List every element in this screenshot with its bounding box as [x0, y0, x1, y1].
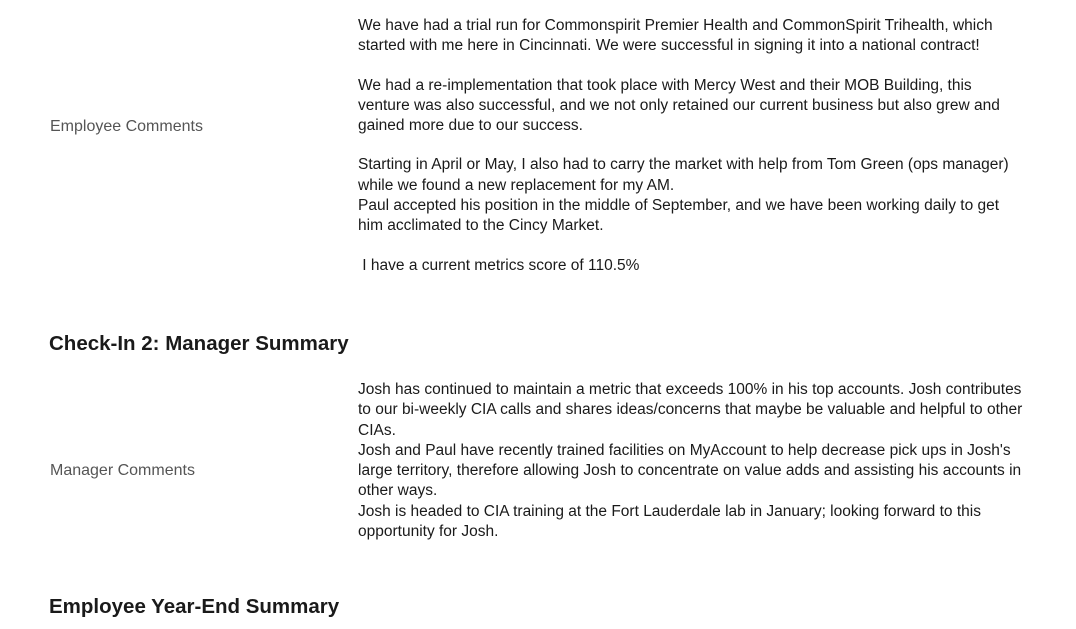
manager-comment-paragraph-2: Josh and Paul have recently trained facilities on MyAccount to help decrease pick ups in Josh's large territory, therefore allowing Josh to concentrate on value adds and assisting his accounts in other ways. [358, 441, 1022, 500]
manager-comments-label: Manager Comments [50, 462, 195, 479]
employee-comment-metrics: I have a current metrics score of 110.5% [358, 256, 640, 274]
employee-comment-paragraph-3: Starting in April or May, I also had to carry the market with help from Tom Green (ops manager) while we found a new replacement for my AM. [358, 156, 1009, 194]
employee-comments-label: Employee Comments [50, 118, 203, 135]
manager-comments-text [358, 380, 1023, 542]
manager-comment-paragraph-1: Josh has continued to maintain a metric that exceeds 100% in his top accounts. Josh contributes to our bi-weekly CIA calls and shares ideas/concerns that maybe be valuable and helpful to other CIAs. [358, 381, 1023, 439]
year-end-heading: Employee Year-End Summary [49, 595, 340, 618]
employee-comment-paragraph-1: We have had a trial run for Commonspirit Premier Health and CommonSpirit Trihealth, which started with me here in Cincinnati. We were successful in signing it into a national contract! [358, 17, 993, 55]
manager-comment-paragraph-3: Josh is headed to CIA training at the Fort Lauderdale lab in January; looking forward to this opportunity for Josh. [358, 502, 981, 541]
employee-comments-text [358, 16, 1023, 276]
employee-comment-paragraph-2: We had a re-implementation that took place with Mercy West and their MOB Building, this venture was also successful, and we not only retained our current business but also grew and gained more due to our success. [358, 76, 1000, 135]
checkin2-heading: Check-In 2: Manager Summary [49, 332, 349, 355]
employee-comment-paragraph-4: Paul accepted his position in the middle of September, and we have been working daily to get him acclimated to the Cincy Market. [358, 197, 1000, 235]
